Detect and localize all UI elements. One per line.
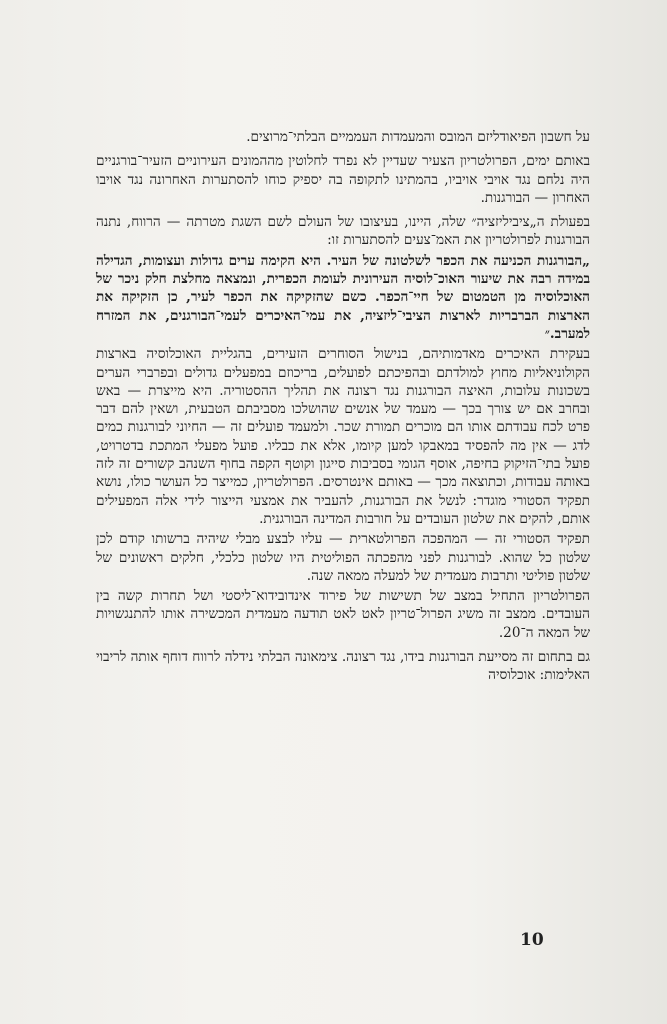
paragraph-8: גם בתחום זה מסייעת הבורגנות בידו, נגד רצונה. צימאונה הבלתי נידלה לרווח דוחף אותה לריבוי האלימות: אוכלוסיה [96,649,590,684]
paragraph-2: באותם ימים, הפרולטריון הצעיר שעדיין לא נפרד לחלוטין מההמונים העירוניים הזעיר־בורגניים היה נלחם נגד אויבי אויביו, בהמתינו לתקופה בה יספיק כוחו להסתערות האחרונה נגד אויבו האחרון — הבורגנות. [96,153,590,206]
page-number: 10 [520,930,544,950]
paragraph-5: בעקירת האיכרים מאדמותיהם, בנישול הסוחרים הזעירים, בהגליית האוכלוסיה בארצות הקולוניאליות מחוץ למולדתם ובהפיכתם לפועלים, בריכוזם במפעלים גדולים ובפרברי הערים בשכונות עלובות, האיצה הבורגנות נגד רצונה את תהליך ההסטוריה. היא מייצרת — באש ובחרב אם יש צורך בכך — מעמד של אנשים שהושלכו מסביבתם הטבעית, ושאין להם דבר פרט לכח עבודתם אותו הם מוכרים תמורת שכר. ולמעמד פועלים זה — החיוני לבורגנות כמים לדג — אין מה להפסיד במאבקו למען קיומו, אלא את כבליו. פועל מפעלי המתכת בדטרויט, פועל בתי־הזיקוק בחיפה, אוסף הגומי בסביבות סייגון וקוטף הקפה בחוף השנהב קשורים זה לזה באותה עבודות, וכתוצאה מכך — באותם אינטרסים. הפרולטריון, כמייצר כל העושר כולו, נושא תפקיד הסטורי מוגדר: לנשל את הבורגנות, להעביר את אמצעי הייצור לידי אלה המפעילים אותם, להקים את שלטון העובדים על חורבות המדינה הבורגנית. [96,346,590,527]
paragraph-3: בפעולת ה„ציביליזציה״ שלה, היינו, בעיצובו של העולם לשם השגת מטרתה — הרווח, נתנה הבורגנות לפרולטריון את האמ־צעים להסתערות זו: [96,214,590,249]
paragraph-1: על חשבון הפיאודליזם המובס והמעמדות העממיים הבלתי־מרוצים. [246,129,590,145]
body-text [96,128,590,691]
quote-paragraph: „הבורגנות הכניעה את הכפר לשלטונה של העיר. היא הקימה ערים גדולות ועצומות, הגדילה במידה רבה את שיעור האוכ־לוסיה העירונית לעומת הכפרית, ונמצאה מחלצת חלק ניכר של האוכלוסיה מן הטמטום של חיי־הכפר. כשם שהזקיקה את הכפר לעיר, כן הזקיקה את הארצות הברבריות לארצות הציבי־ליזציה, את עמי־האיכרים לעמי־הבורגנים, את המזרח למערב.״ [96,252,590,342]
paragraph-7: הפרולטריון התחיל במצב של תשישות של פירוד אינדובידוא־ליסטי ושל תחרות קשה בין העובדים. ממצב זה משיג הפרול־טריון לאט לאט תודעה מעמדית המכשירה אותו להתנגשויות של המאה ה־20. [96,588,590,641]
paragraph-6: תפקיד הסטורי זה — המהפכה הפרולטארית — עליו לבצע מבלי שיהיה ברשותו קודם לכן שלטון כל שהוא. לבורגנות לפני מהפכתה הפוליטית היו שלטון כלכלי, חלקים ראשונים של שלטון פוליטי ותרבות מעמדית של למעלה ממאה שנה. [96,531,590,584]
